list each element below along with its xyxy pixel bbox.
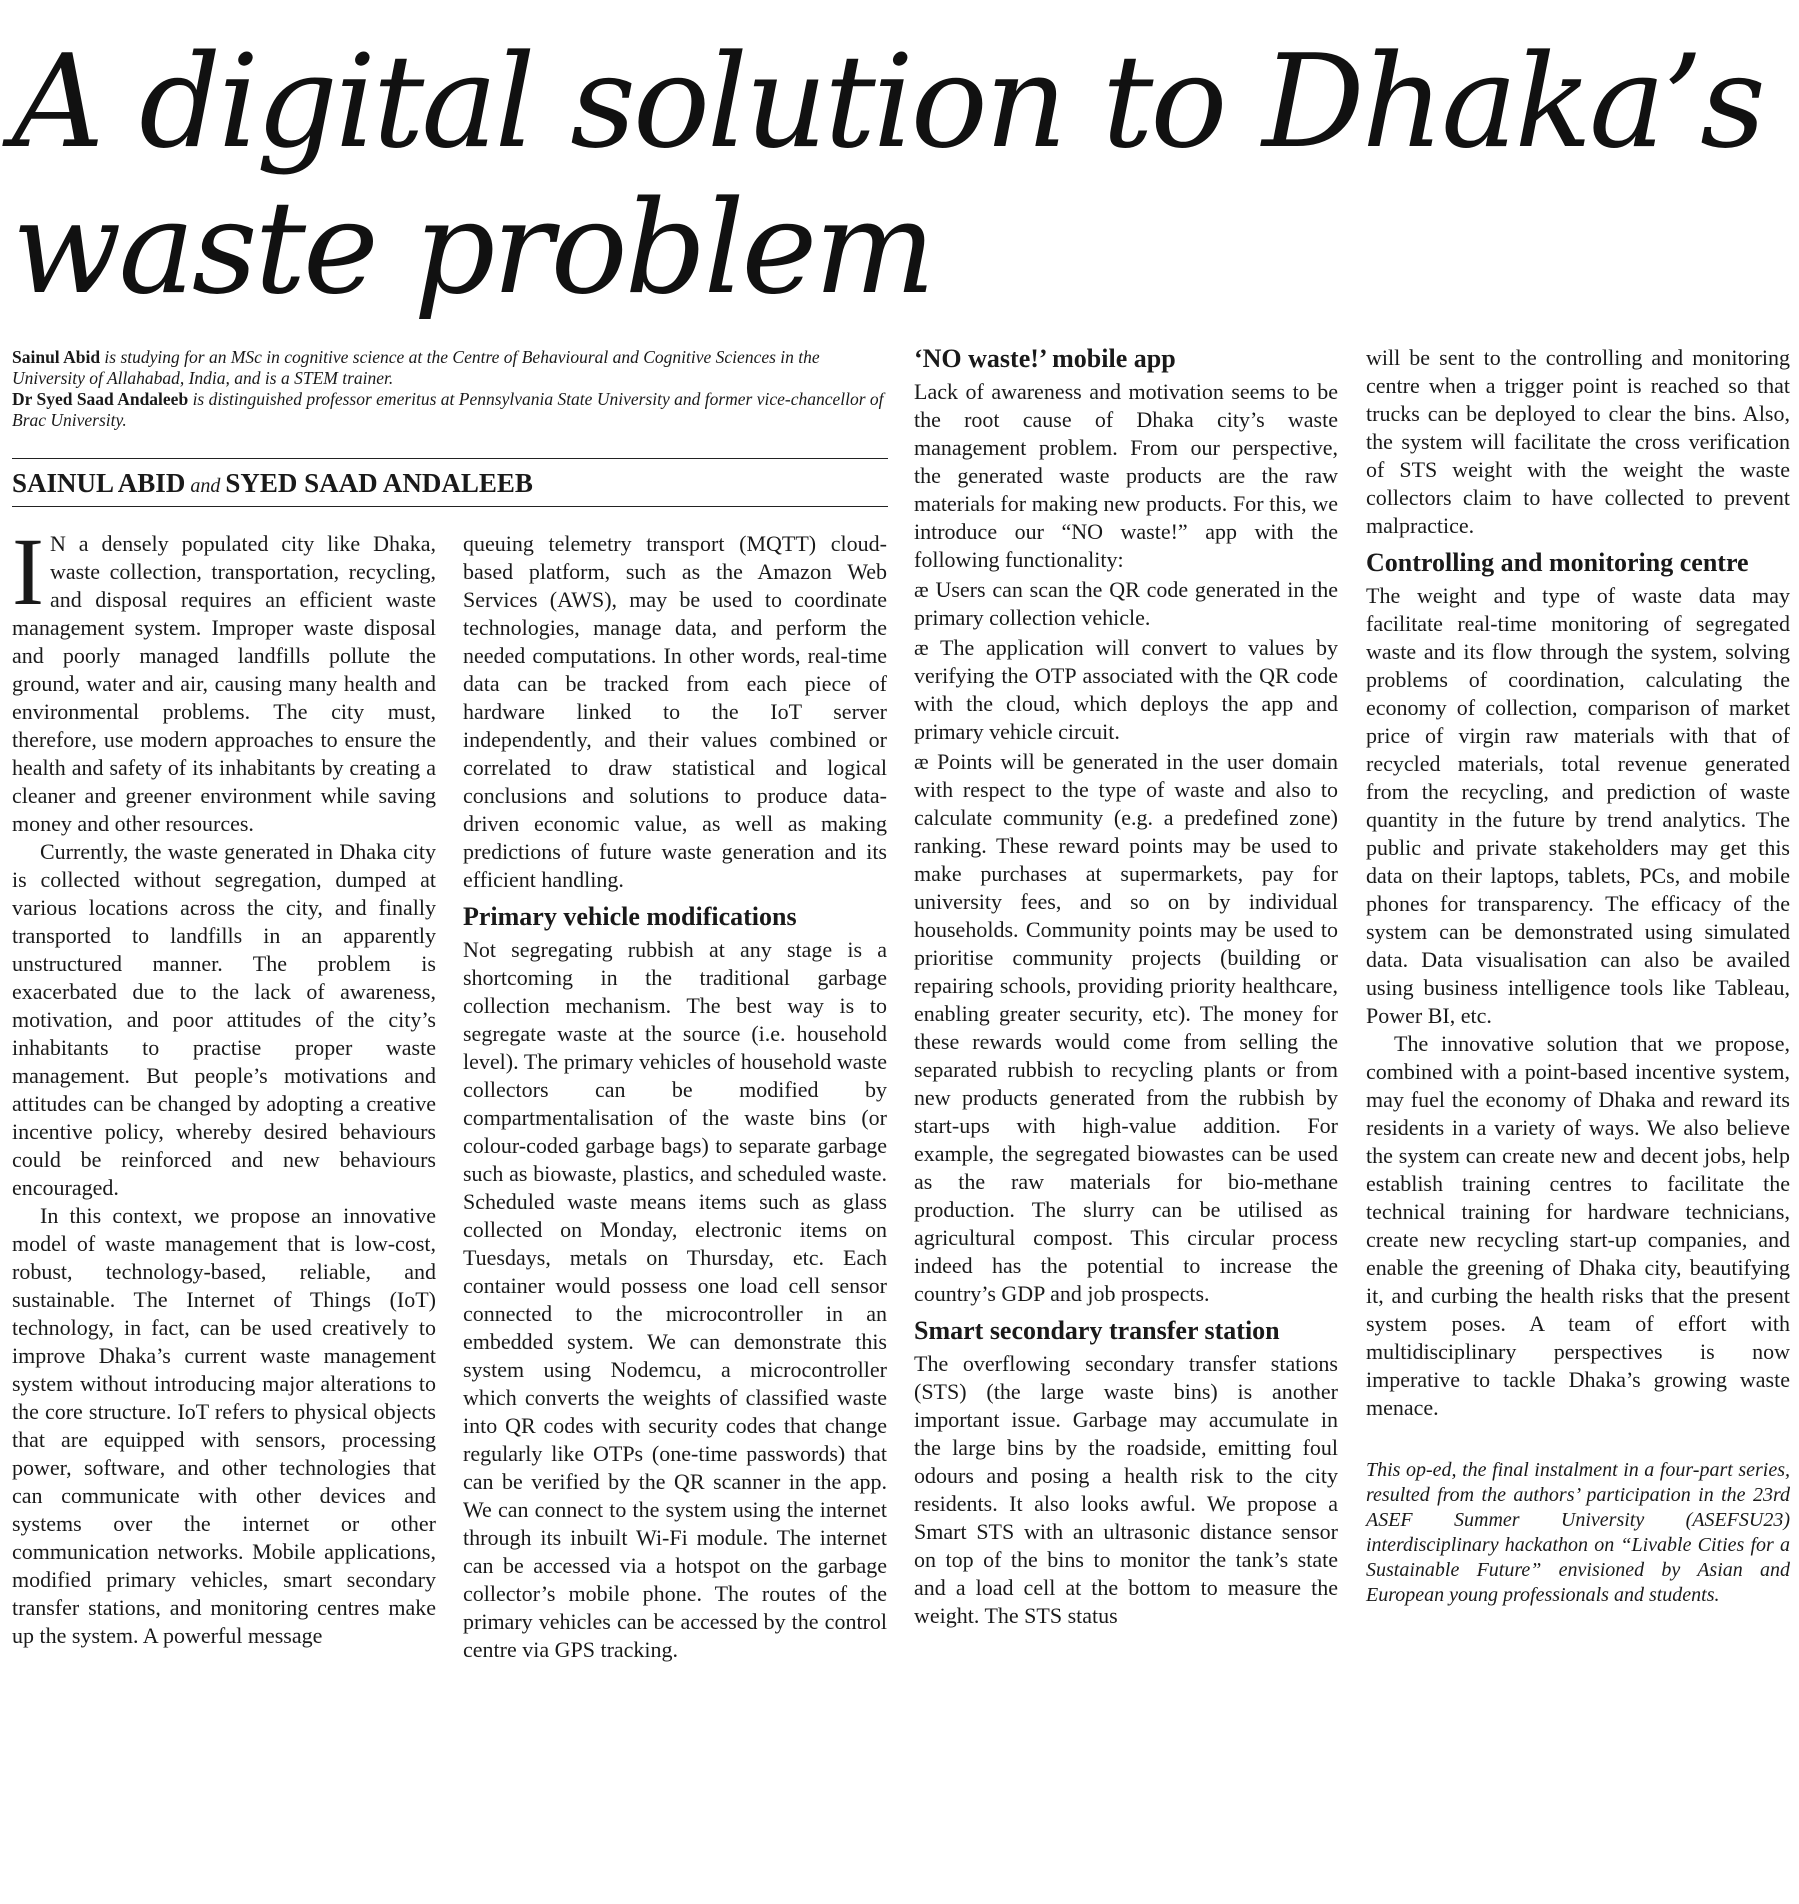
paragraph: Lack of awareness and motivation seems to be the root cause of Dhaka city’s waste management problem. From our perspective, the generated waste products are the raw materials for making new products. For this, we introduce our “NO waste!” app with the following functionality: (914, 379, 1338, 572)
column-3 (914, 344, 1338, 1892)
author2-bio-text: is distinguished professor emeritus at Pennsylvania State University and former vice-chancellor of Brac University. (12, 389, 884, 430)
paragraph: queuing telemetry transport (MQTT) cloud-based platform, such as the Amazon Web Services (AWS), may be used to coordinate technologies, manage data, and perform the needed computations. In other words, real-time data can be tracked from each piece of hardware linked to the IoT server independently, and their values combined or correlated to draw statistical and logical conclusions and solutions to produce data-driven economic value, as well as making predictions of future waste generation and its efficient handling. (463, 531, 887, 892)
bullet-item: æ Points will be generated in the user domain with respect to the type of waste and also to calculate community (e.g. a predefined zone) ranking. These reward points may be used to make purchases at supermarkets, pay for university fees, and so on by individual households. Community points may be used to prioritise community projects (building or repairing schools, providing priority healthcare, enabling greater security, etc). The money for these rewards would come from selling the separated rubbish to recycling plants or from new products generated from the rubbish by start-ups with high-value addition. For example, the segregated biowastes can be used as the raw materials for bio-methane production. The slurry can be utilised as agricultural compost. This circular process indeed has the potential to increase the country’s GDP and job prospects. (914, 749, 1338, 1306)
byline-top-rule (12, 458, 888, 459)
headline: A digital solution to Dhaka’s waste problem (12, 28, 1763, 323)
author1-bio (12, 347, 892, 389)
subheading: Controlling and monitoring centre (1366, 548, 1749, 577)
bullet-item: æ Users can scan the QR code generated in the primary collection vehicle. (914, 577, 1338, 630)
byline-author2: SYED SAAD ANDALEEB (225, 468, 533, 498)
editor-note: This op-ed, the final instalment in a four-part series, resulted from the authors’ participation in the 23rd ASEF Summer University (ASEFSU23) interdisciplinary hackathon on “Livable Cities for a Sustainable Future” envisioned by Asian and European young professionals and students. (1366, 1459, 1790, 1606)
subheading: Primary vehicle modifications (463, 902, 797, 931)
paragraph-text: N a densely populated city like Dhaka, waste collection, transportation, recycling, and disposal requires an efficient waste management system. Improper waste disposal and poorly managed landfills pollute the ground, water and air, causing many health and environmental problems. The city must, therefore, use modern approaches to ensure the health and safety of its inhabitants by creating a cleaner and greener environment while saving money and other resources. (12, 531, 436, 836)
paragraph: will be sent to the controlling and monitoring centre when a trigger point is reached so that trucks can be deployed to clear the bins. Also, the system will facilitate the cross verification of STS weight with the weight the waste collectors claim to have collected to prevent malpractice. (1366, 345, 1790, 538)
subheading: ‘NO waste!’ mobile app (914, 344, 1176, 373)
subheading: Smart secondary transfer station (914, 1316, 1280, 1345)
paragraph: Not segregating rubbish at any stage is a shortcoming in the traditional garbage collection mechanism. The best way is to segregate waste at the source (i.e. household level). The primary vehicles of household waste collectors can be modified by compartmentalisation of the waste bins (or colour-coded garbage bags) to separate garbage such as biowaste, plastics, and scheduled waste. Scheduled waste means items such as glass collected on Monday, electronic items on Tuesdays, metals on Thursday, etc. Each container would possess one load cell sensor connected to the microcontroller in an embedded system. We can demonstrate this system using Nodemcu, a microcontroller which converts the weights of classified waste into QR codes with security codes that change regularly like OTPs (one-time passwords) that can be verified by the QR scanner in the app. We can connect to the system using the internet through its inbuilt Wi-Fi module. The internet can be accessed via a hotspot on the garbage collector’s mobile phone. The routes of the primary vehicles can be accessed by the control centre via GPS tracking. (463, 937, 887, 1662)
paragraph: In this context, we propose an innovative model of waste management that is low-cost, robust, technology-based, reliable, and sustainable. The Internet of Things (IoT) technology, in fact, can be used creatively to improve Dhaka’s current waste management system without introducing major alterations to the core structure. IoT refers to physical objects that are equipped with sensors, processing power, software, and other technologies that can communicate with other devices and systems over the internet or other communication networks. Mobile applications, modified primary vehicles, smart secondary transfer stations, and monitoring centres make up the system. A powerful message (12, 1203, 436, 1648)
author2-bio-name: Dr Syed Saad Andaleeb (12, 389, 189, 409)
column-4 (1366, 344, 1790, 1892)
author1-bio-text: is studying for an MSc in cognitive science at the Centre of Behavioural and Cognitive Sciences in the University of Allahabad, India, and is a STEM trainer. (12, 347, 820, 388)
paragraph: Currently, the waste generated in Dhaka city is collected without segregation, dumped at various locations across the city, and finally transported to landfills in an apparently unstructured manner. The problem is exacerbated due to the lack of awareness, motivation, and poor attitudes of the city’s inhabitants to practise proper waste management. But people’s motivations and attitudes can be changed by adopting a creative incentive policy, whereby desired behaviours could be reinforced and new behaviours encouraged. (12, 839, 436, 1200)
column-1 (12, 518, 436, 1892)
column-2 (463, 530, 887, 1892)
byline-bottom-rule (12, 506, 888, 507)
paragraph: The overflowing secondary transfer stations (STS) (the large waste bins) is another important issue. Garbage may accumulate in the large bins by the roadside, emitting foul odours and posing a health risk to the city residents. It also looks awful. We propose a Smart STS with an ultrasonic distance sensor on top of the bins to monitor the tank’s state and a load cell at the bottom to measure the weight. The STS status (914, 1351, 1338, 1628)
author-bio (12, 347, 892, 431)
author1-bio-name: Sainul Abid (12, 347, 101, 367)
paragraph: The weight and type of waste data may facilitate real-time monitoring of segregated waste and its flow through the system, solving problems of coordination, calculating the economy of collection, comparison of market price of virgin raw materials with that of recycled materials, total revenue generated from the recycling, and prediction of waste quantity in the future by trend analytics. The public and private stakeholders may get this data on their laptops, tablets, PCs, and mobile phones for transparency. The efficacy of the system can be demonstrated using simulated data. Data visualisation can also be availed using business intelligence tools like Tableau, Power BI, etc. (1366, 583, 1790, 1028)
drop-cap: I (12, 518, 44, 625)
paragraph (12, 518, 436, 838)
byline (12, 467, 892, 502)
byline-and: and (185, 475, 226, 497)
author2-bio (12, 389, 892, 431)
byline-author1: SAINUL ABID (12, 468, 186, 498)
paragraph: The innovative solution that we propose, combined with a point-based incentive system, may fuel the economy of Dhaka and reward its residents in a variety of ways. We also believe the system can create new and decent jobs, help establish training centres to facilitate the technical training for hardware technicians, create new recycling start-up companies, and enable the greening of Dhaka city, beautifying it, and curbing the health risks that the present system poses. A team of effort with multidisciplinary perspectives is now imperative to tackle Dhaka’s growing waste menace. (1366, 1031, 1790, 1420)
bullet-item: æ The application will convert to values by verifying the OTP associated with the QR code with the cloud, which deploys the app and primary vehicle circuit. (914, 635, 1338, 744)
